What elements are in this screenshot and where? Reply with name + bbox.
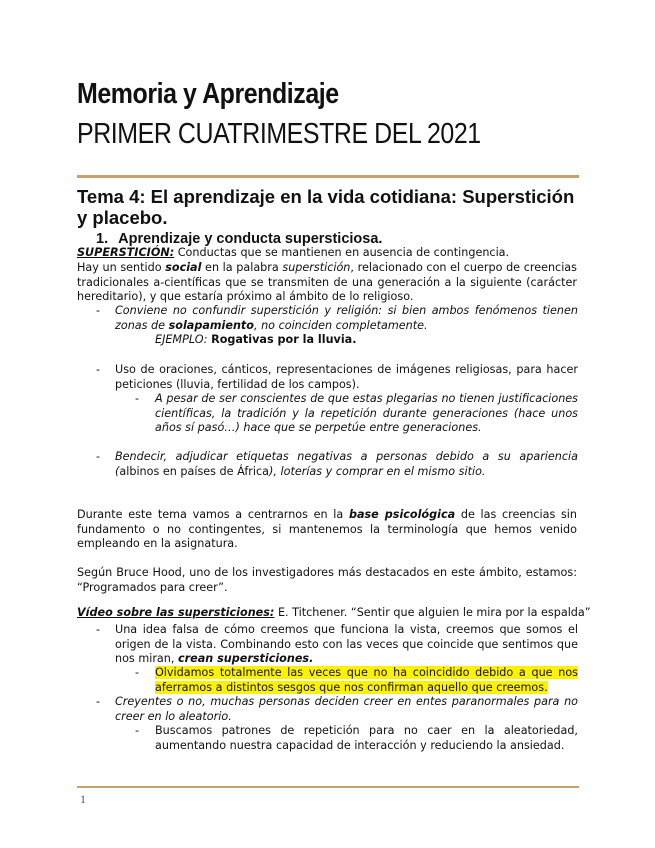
bullet-dash: -: [96, 304, 101, 317]
text-span: Hay un sentido: [77, 261, 166, 274]
example-line: [155, 333, 356, 348]
text-span: Una idea falsa de cómo creemos que funciona la vista, creemos que somos el origen de la vista. Combinando esto con las veces que coincide que sentimos que nos miran,: [115, 623, 578, 666]
bullet-prayers: Uso de oraciones, cánticos, representaciones de imágenes religiosas, para hacer peticiones (lluvia, fertilidad de los campos).: [115, 363, 578, 391]
example-value: Rogativas por la lluvia.: [211, 333, 357, 346]
footer-divider: [77, 786, 579, 788]
paragraph-social-sense: [77, 261, 577, 305]
text-span: social: [165, 261, 202, 274]
text-span: Durante este tema vamos a centrarnos en la: [77, 508, 349, 521]
sub-bullet-patterns: Buscamos patrones de repetición para no caer en la aleatoriedad, aumentando nuestra capacidad de interacción y reduciendo la ansiedad.: [155, 724, 578, 752]
bullet-religion: [115, 304, 578, 333]
text-span: albinos en países de África: [119, 464, 270, 478]
paragraph-psychological-base: [77, 508, 577, 552]
video-text: E. Titchener. “Sentir que alguien le mira por la espalda”: [274, 606, 591, 619]
document-subtitle: PRIMER CUATRIMESTRE DEL 2021: [77, 118, 481, 150]
subsection-heading: [96, 231, 382, 247]
bullet-dash: -: [135, 666, 140, 679]
text-span: , no coinciden completamente.: [253, 318, 428, 332]
bullet-believers: Creyentes o no, muchas personas deciden creer en entes paranormales para no creer en lo aleatorio.: [115, 695, 578, 723]
definition-text: Conductas que se mantienen en ausencia de contingencia.: [174, 246, 510, 259]
video-label: Vídeo sobre las supersticiones:: [77, 606, 275, 619]
text-span: de las creencias sin fundamento o no contingentes, si mantenemos la terminología que hemos venido empleando en la asignatura.: [77, 508, 577, 551]
bullet-blessings: [115, 450, 578, 479]
text-span: crean supersticiones.: [177, 652, 314, 666]
header-divider: [77, 175, 579, 178]
text-span: base psicológica: [348, 508, 456, 521]
sub-bullet-highlighted: [155, 666, 578, 695]
bullet-dash: -: [135, 392, 140, 405]
subsection-number: 1.: [96, 231, 109, 247]
highlighted-text: Olvidamos totalmente las veces que no ha coincidido debido a que nos aferramos a distintos sesgos que nos confirman aquello que creemos.: [155, 666, 578, 694]
bullet-dash: -: [96, 623, 101, 636]
text-span: , relacionado con el cuerpo de creencias tradicionales a-científicas que se transmiten de una generación a la siguiente (carácter hereditario), y que estaría próximo al ámbito de lo religioso.: [77, 261, 577, 304]
text-span: superstición: [282, 261, 351, 274]
bullet-dash: -: [96, 450, 101, 463]
bullet-dash: -: [96, 695, 101, 708]
video-line: [77, 606, 591, 621]
bullet-dash: -: [96, 363, 101, 376]
section-heading: Tema 4: El aprendizaje en la vida cotidiana: Superstición y placebo.: [77, 186, 575, 228]
text-span: Bendecir, adjudicar etiquetas negativas a personas debido a su apariencia (: [115, 450, 578, 478]
document-title: Memoria y Aprendizaje: [77, 78, 339, 110]
bullet-vision: [115, 623, 578, 667]
text-span: ), loterías y comprar en el mismo sitio.: [269, 464, 486, 478]
bullet-dash: -: [135, 724, 140, 737]
subsection-title: Aprendizaje y conducta supersticiosa.: [118, 231, 383, 247]
text-span: en la palabra: [201, 261, 283, 274]
example-label: EJEMPLO:: [155, 333, 212, 346]
definition-line: [77, 246, 509, 261]
paragraph-bruce-hood: Según Bruce Hood, uno de los investigadores más destacados en este ámbito, estamos: “Programados para creer”.: [77, 566, 577, 594]
sub-bullet-tradition: A pesar de ser conscientes de que estas plegarias no tienen justificaciones científicas, la tradición y la repetición durante generaciones (hace unos años sí pasó…) hace que se perpetúe entre generaciones.: [155, 392, 578, 435]
definition-term: SUPERSTICIÓN:: [77, 246, 175, 259]
page-number: 1: [80, 792, 86, 806]
text-span: Conviene no confundir superstición y religión: si bien ambos fenómenos tienen zonas de: [115, 304, 578, 332]
text-span: solapamiento: [168, 318, 254, 332]
